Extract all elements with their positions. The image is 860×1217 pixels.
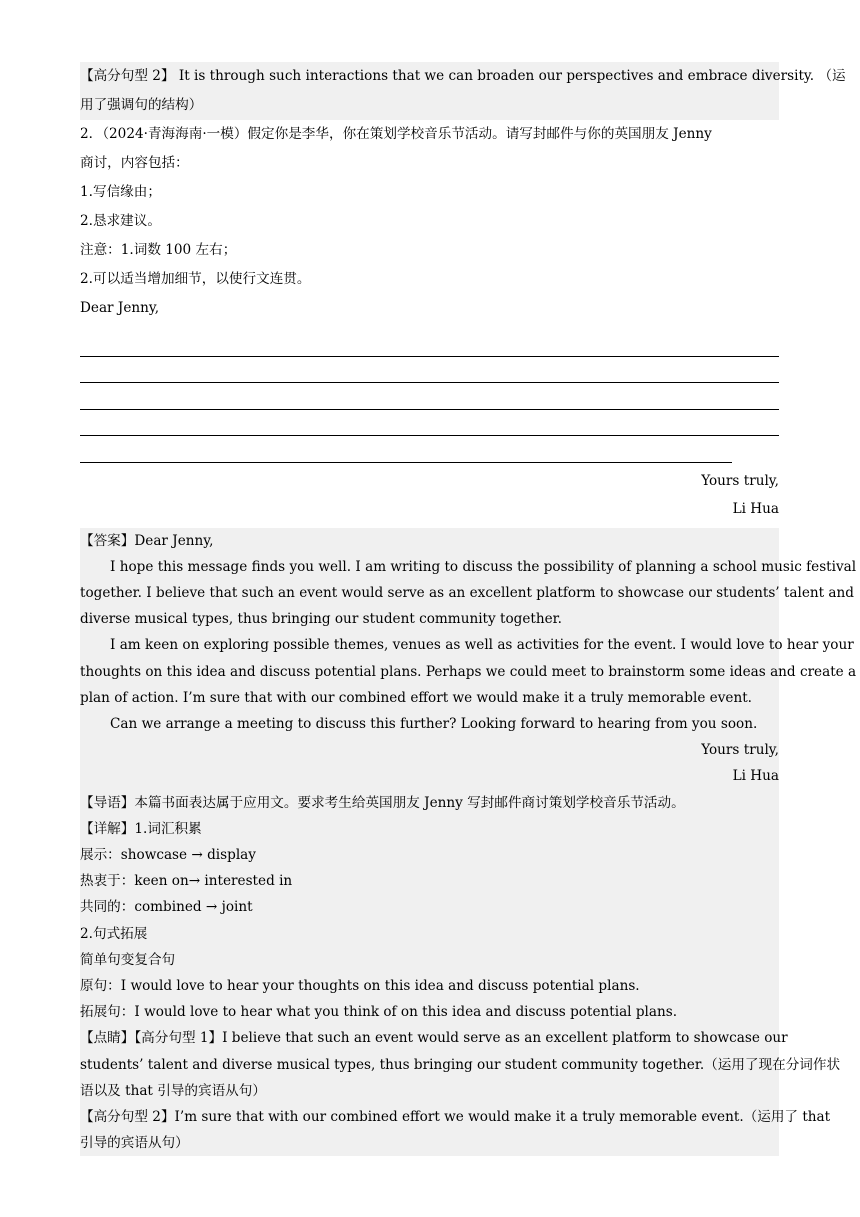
- question-line-1: 2．（2024·青海海南·一模）假定你是李华，你在策划学校音乐节活动。请写封邮件与你的英国朋友 Jenny: [80, 126, 712, 142]
- vocab-line-2: 热衷于：keen on→ interested in: [80, 873, 293, 890]
- question-sign-name: Li Hua: [732, 500, 779, 517]
- answer-first-line: 【答案】Dear Jenny,: [80, 532, 214, 549]
- question-sign-closing: Yours truly,: [701, 472, 779, 489]
- question-line-2: 商讨，内容包括：: [80, 155, 189, 171]
- blank-line: [80, 357, 779, 384]
- question-greeting: Dear Jenny,: [80, 300, 160, 316]
- blank-line: [80, 330, 779, 357]
- highlight-1-line-3: 语以及 that 引导的宾语从句）: [80, 1082, 266, 1099]
- pattern-subtitle: 简单句变复合句: [80, 951, 176, 968]
- expanded-sentence: 拓展句：I would love to hear what you think of on this idea and discuss potential plans.: [80, 1004, 678, 1021]
- vocab-line-1: 展示：showcase → display: [80, 846, 256, 863]
- detail-title: 【详解】1.词汇积累: [80, 820, 202, 837]
- highlight-2-line-2: 引导的宾语从句）: [80, 1135, 189, 1152]
- question-block: [80, 120, 779, 522]
- answer-p2-line-1: I am keen on exploring possible themes, venues as well as activities for the event. I would love to hear your: [110, 637, 854, 654]
- answer-closing: Yours truly,: [701, 742, 779, 759]
- pattern-title: 2.句式拓展: [80, 925, 148, 942]
- highlight-2-line-1: 【高分句型 2】I’m sure that with our combined effort we would make it a truly memorable event.（运用了 that: [80, 1108, 831, 1125]
- question-point-1: 1.写信缘由；: [80, 184, 161, 200]
- answer-p3-line-1: Can we arrange a meeting to discuss this further? Looking forward to hearing from you soon.: [110, 715, 758, 732]
- writing-blank-lines: [80, 330, 779, 463]
- document-page: [80, 62, 857, 1156]
- answer-block: [80, 528, 857, 1157]
- blank-line: [80, 410, 779, 437]
- intro-line-1: 【高分句型 2】 It is through such interactions that we can broaden our perspectives and embrace diversity. （运: [80, 68, 846, 84]
- answer-p2-line-2: thoughts on this idea and discuss potential plans. Perhaps we could meet to brainstorm some ideas and create a: [80, 663, 857, 680]
- highlight-1-line-1: 【点睛】【高分句型 1】I believe that such an event would serve as an excellent platform to showcase our: [80, 1030, 788, 1047]
- answer-p1-line-3: diverse musical types, thus bringing our student community together.: [80, 611, 562, 628]
- answer-p1-line-2: together. I believe that such an event would serve as an excellent platform to showcase our students’ talent and: [80, 584, 854, 601]
- answer-p2-line-3: plan of action. I’m sure that with our combined effort we would make it a truly memorable event.: [80, 689, 752, 706]
- answer-p1-line-1: I hope this message finds you well. I am writing to discuss the possibility of planning a school music festival: [110, 558, 857, 575]
- original-sentence: 原句：I would love to hear your thoughts on this idea and discuss potential plans.: [80, 977, 640, 994]
- question-note-1: 注意：1.词数 100 左右；: [80, 242, 237, 258]
- question-note-2: 2.可以适当增加细节，以使行文连贯。: [80, 271, 311, 287]
- answer-name: Li Hua: [732, 768, 779, 785]
- guide-line: 【导语】本篇书面表达属于应用文。要求考生给英国朋友 Jenny 写封邮件商讨策划学校音乐节活动。: [80, 794, 685, 811]
- intro-highlight: [80, 62, 846, 120]
- question-point-2: 2.恳求建议。: [80, 213, 161, 229]
- blank-line: [80, 436, 732, 463]
- intro-line-2: 用了强调句的结构）: [80, 97, 203, 113]
- question-signature: [80, 467, 779, 522]
- highlight-1-line-2: students’ talent and diverse musical types, thus bringing our student community together.（运用了现在分词作状: [80, 1056, 841, 1073]
- vocab-line-3: 共同的：combined → joint: [80, 899, 253, 916]
- blank-line: [80, 383, 779, 410]
